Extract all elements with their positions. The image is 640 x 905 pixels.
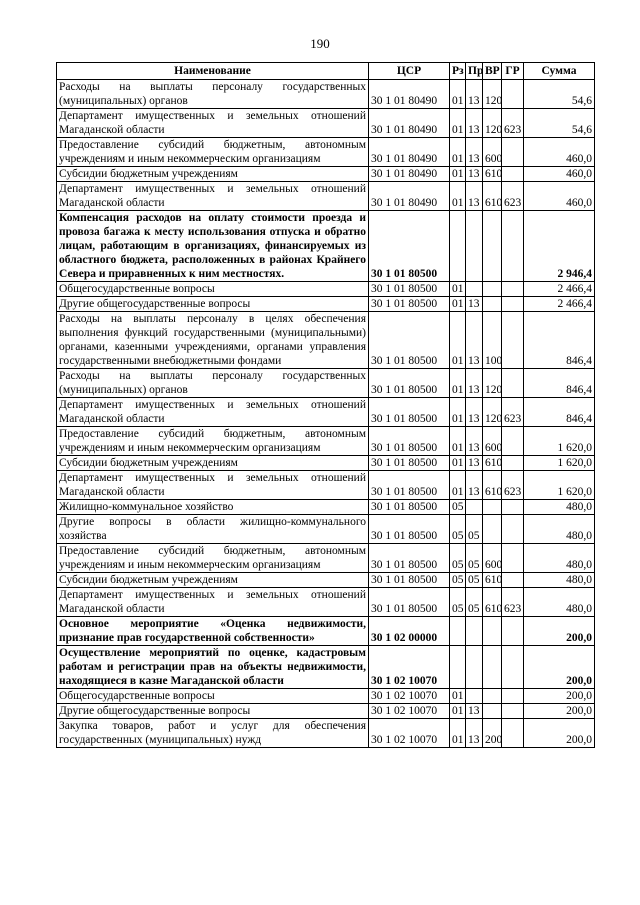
cell-pr: 05 bbox=[466, 573, 483, 588]
cell-vr: 600 bbox=[483, 427, 502, 456]
cell-name: Расходы на выплаты персоналу государственных (муниципальных) органов bbox=[57, 80, 369, 109]
cell-name: Департамент имущественных и земельных отношений Магаданской области bbox=[57, 109, 369, 138]
cell-sum: 200,0 bbox=[524, 704, 595, 719]
cell-csr: 30 1 02 10070 bbox=[369, 719, 450, 748]
table-row bbox=[57, 427, 595, 456]
cell-gr: 623 bbox=[502, 471, 524, 500]
cell-sum: 480,0 bbox=[524, 544, 595, 573]
cell-name: Другие вопросы в области жилищно-коммунального хозяйства bbox=[57, 515, 369, 544]
cell-vr bbox=[483, 297, 502, 312]
cell-pr: 13 bbox=[466, 80, 483, 109]
table-row bbox=[57, 282, 595, 297]
cell-csr: 30 1 01 80500 bbox=[369, 456, 450, 471]
table-row bbox=[57, 515, 595, 544]
cell-csr: 30 1 01 80500 bbox=[369, 312, 450, 369]
cell-sum: 2 946,4 bbox=[524, 211, 595, 282]
cell-rz bbox=[450, 646, 466, 689]
table-row bbox=[57, 689, 595, 704]
cell-pr: 13 bbox=[466, 369, 483, 398]
cell-pr: 13 bbox=[466, 704, 483, 719]
cell-name: Департамент имущественных и земельных отношений Магаданской области bbox=[57, 588, 369, 617]
cell-gr bbox=[502, 544, 524, 573]
cell-sum: 480,0 bbox=[524, 500, 595, 515]
table-row bbox=[57, 588, 595, 617]
cell-gr bbox=[502, 719, 524, 748]
table-row bbox=[57, 456, 595, 471]
cell-csr: 30 1 01 80490 bbox=[369, 182, 450, 211]
cell-rz: 01 bbox=[450, 471, 466, 500]
cell-rz: 01 bbox=[450, 167, 466, 182]
cell-rz bbox=[450, 617, 466, 646]
table-row bbox=[57, 544, 595, 573]
table-row bbox=[57, 80, 595, 109]
cell-csr: 30 1 01 80490 bbox=[369, 80, 450, 109]
cell-sum: 846,4 bbox=[524, 398, 595, 427]
cell-vr bbox=[483, 689, 502, 704]
cell-gr bbox=[502, 312, 524, 369]
header-rz: Рз bbox=[450, 63, 466, 80]
cell-name: Закупка товаров, работ и услуг для обеспечения государственных (муниципальных) нужд bbox=[57, 719, 369, 748]
cell-pr: 13 bbox=[466, 297, 483, 312]
cell-rz: 05 bbox=[450, 500, 466, 515]
cell-rz: 05 bbox=[450, 544, 466, 573]
table-body bbox=[57, 80, 595, 748]
cell-sum: 200,0 bbox=[524, 617, 595, 646]
cell-csr: 30 1 01 80500 bbox=[369, 515, 450, 544]
cell-vr: 600 bbox=[483, 138, 502, 167]
cell-gr bbox=[502, 427, 524, 456]
cell-rz: 05 bbox=[450, 515, 466, 544]
cell-csr: 30 1 01 80500 bbox=[369, 398, 450, 427]
cell-pr: 13 bbox=[466, 312, 483, 369]
header-sum: Сумма bbox=[524, 63, 595, 80]
cell-name: Предоставление субсидий бюджетным, автономным учреждениям и иным некоммерческим организациям bbox=[57, 138, 369, 167]
cell-rz: 01 bbox=[450, 689, 466, 704]
table-row bbox=[57, 138, 595, 167]
cell-vr bbox=[483, 617, 502, 646]
cell-sum: 200,0 bbox=[524, 719, 595, 748]
cell-name: Субсидии бюджетным учреждениям bbox=[57, 456, 369, 471]
header-vr: ВР bbox=[483, 63, 502, 80]
cell-sum: 846,4 bbox=[524, 369, 595, 398]
cell-pr: 13 bbox=[466, 109, 483, 138]
cell-pr: 13 bbox=[466, 138, 483, 167]
cell-name: Субсидии бюджетным учреждениям bbox=[57, 167, 369, 182]
cell-name: Расходы на выплаты персоналу в целях обеспечения выполнения функций государственными (муниципальными) органами, казенными учреждениями, органами управления государственными внебюджетными фондами bbox=[57, 312, 369, 369]
cell-gr bbox=[502, 80, 524, 109]
cell-csr: 30 1 01 80490 bbox=[369, 167, 450, 182]
cell-gr bbox=[502, 573, 524, 588]
cell-gr: 623 bbox=[502, 182, 524, 211]
cell-vr: 600 bbox=[483, 544, 502, 573]
cell-rz: 01 bbox=[450, 704, 466, 719]
cell-pr: 13 bbox=[466, 456, 483, 471]
cell-csr: 30 1 01 80500 bbox=[369, 471, 450, 500]
cell-csr: 30 1 01 80490 bbox=[369, 138, 450, 167]
table-row bbox=[57, 704, 595, 719]
cell-name: Общегосударственные вопросы bbox=[57, 282, 369, 297]
cell-csr: 30 1 01 80500 bbox=[369, 500, 450, 515]
cell-gr bbox=[502, 617, 524, 646]
cell-pr bbox=[466, 689, 483, 704]
cell-name: Департамент имущественных и земельных отношений Магаданской области bbox=[57, 398, 369, 427]
cell-gr bbox=[502, 689, 524, 704]
cell-gr bbox=[502, 646, 524, 689]
cell-vr: 610 bbox=[483, 167, 502, 182]
cell-csr: 30 1 01 80500 bbox=[369, 282, 450, 297]
cell-name: Основное мероприятие «Оценка недвижимости, признание прав государственной собственности» bbox=[57, 617, 369, 646]
cell-csr: 30 1 01 80500 bbox=[369, 588, 450, 617]
table-row bbox=[57, 211, 595, 282]
header-csr: ЦСР bbox=[369, 63, 450, 80]
cell-rz: 05 bbox=[450, 573, 466, 588]
cell-name: Общегосударственные вопросы bbox=[57, 689, 369, 704]
cell-vr: 610 bbox=[483, 456, 502, 471]
cell-sum: 480,0 bbox=[524, 573, 595, 588]
page-number: 190 bbox=[310, 36, 330, 51]
header-gr: ГР bbox=[502, 63, 524, 80]
cell-rz: 01 bbox=[450, 80, 466, 109]
cell-rz: 01 bbox=[450, 427, 466, 456]
cell-rz: 01 bbox=[450, 369, 466, 398]
cell-pr: 05 bbox=[466, 515, 483, 544]
cell-csr: 30 1 01 80500 bbox=[369, 297, 450, 312]
cell-name: Расходы на выплаты персоналу государственных (муниципальных) органов bbox=[57, 369, 369, 398]
cell-gr bbox=[502, 297, 524, 312]
cell-csr: 30 1 01 80500 bbox=[369, 427, 450, 456]
cell-gr bbox=[502, 282, 524, 297]
cell-csr: 30 1 01 80500 bbox=[369, 544, 450, 573]
cell-pr bbox=[466, 211, 483, 282]
cell-gr bbox=[502, 211, 524, 282]
cell-vr: 610 bbox=[483, 573, 502, 588]
cell-sum: 54,6 bbox=[524, 80, 595, 109]
cell-name: Предоставление субсидий бюджетным, автономным учреждениям и иным некоммерческим организациям bbox=[57, 544, 369, 573]
cell-pr bbox=[466, 617, 483, 646]
cell-sum: 480,0 bbox=[524, 588, 595, 617]
cell-vr: 610 bbox=[483, 471, 502, 500]
cell-sum: 2 466,4 bbox=[524, 282, 595, 297]
cell-gr bbox=[502, 515, 524, 544]
cell-rz: 01 bbox=[450, 456, 466, 471]
cell-vr: 610 bbox=[483, 182, 502, 211]
cell-name: Другие общегосударственные вопросы bbox=[57, 704, 369, 719]
cell-csr: 30 1 02 10070 bbox=[369, 704, 450, 719]
table-row bbox=[57, 182, 595, 211]
cell-pr: 13 bbox=[466, 398, 483, 427]
cell-gr bbox=[502, 456, 524, 471]
cell-vr: 120 bbox=[483, 80, 502, 109]
cell-csr: 30 1 01 80500 bbox=[369, 211, 450, 282]
cell-sum: 460,0 bbox=[524, 182, 595, 211]
cell-csr: 30 1 01 80490 bbox=[369, 109, 450, 138]
cell-rz: 01 bbox=[450, 282, 466, 297]
cell-vr: 120 bbox=[483, 398, 502, 427]
cell-name: Предоставление субсидий бюджетным, автономным учреждениям и иным некоммерческим организациям bbox=[57, 427, 369, 456]
cell-name: Другие общегосударственные вопросы bbox=[57, 297, 369, 312]
cell-sum: 460,0 bbox=[524, 138, 595, 167]
cell-gr: 623 bbox=[502, 588, 524, 617]
cell-csr: 30 1 02 10070 bbox=[369, 689, 450, 704]
cell-vr: 100 bbox=[483, 312, 502, 369]
cell-vr bbox=[483, 282, 502, 297]
cell-sum: 1 620,0 bbox=[524, 456, 595, 471]
cell-sum: 460,0 bbox=[524, 167, 595, 182]
cell-pr: 13 bbox=[466, 167, 483, 182]
cell-csr: 30 1 01 80500 bbox=[369, 573, 450, 588]
table-header-row bbox=[57, 63, 595, 80]
cell-rz bbox=[450, 211, 466, 282]
cell-vr: 200 bbox=[483, 719, 502, 748]
cell-name: Компенсация расходов на оплату стоимости проезда и провоза багажа к месту использования отпуска и обратно лицам, работающим в организациях, финансируемых из областного бюджета, расположенных в районах Крайнего Севера и приравненных к ним местностях. bbox=[57, 211, 369, 282]
table-row bbox=[57, 369, 595, 398]
cell-vr: 610 bbox=[483, 588, 502, 617]
table-row bbox=[57, 312, 595, 369]
cell-gr bbox=[502, 167, 524, 182]
cell-rz: 01 bbox=[450, 398, 466, 427]
cell-vr: 120 bbox=[483, 369, 502, 398]
cell-name: Департамент имущественных и земельных отношений Магаданской области bbox=[57, 471, 369, 500]
cell-sum: 1 620,0 bbox=[524, 427, 595, 456]
cell-gr bbox=[502, 500, 524, 515]
cell-csr: 30 1 01 80500 bbox=[369, 369, 450, 398]
table-row bbox=[57, 398, 595, 427]
table-row bbox=[57, 167, 595, 182]
table-row bbox=[57, 109, 595, 138]
cell-sum: 2 466,4 bbox=[524, 297, 595, 312]
cell-sum: 846,4 bbox=[524, 312, 595, 369]
cell-vr bbox=[483, 515, 502, 544]
table-row bbox=[57, 471, 595, 500]
cell-name: Субсидии бюджетным учреждениям bbox=[57, 573, 369, 588]
table-row bbox=[57, 617, 595, 646]
table-row bbox=[57, 646, 595, 689]
cell-gr bbox=[502, 138, 524, 167]
cell-sum: 200,0 bbox=[524, 689, 595, 704]
cell-rz: 01 bbox=[450, 312, 466, 369]
cell-vr bbox=[483, 704, 502, 719]
table-row bbox=[57, 573, 595, 588]
cell-csr: 30 1 02 00000 bbox=[369, 617, 450, 646]
cell-name: Осуществление мероприятий по оценке, кадастровым работам и регистрации прав на объекты недвижимости, находящиеся в казне Магаданской области bbox=[57, 646, 369, 689]
cell-rz: 05 bbox=[450, 588, 466, 617]
header-pr: Пр bbox=[466, 63, 483, 80]
cell-vr: 120 bbox=[483, 109, 502, 138]
cell-gr bbox=[502, 369, 524, 398]
cell-rz: 01 bbox=[450, 182, 466, 211]
cell-gr: 623 bbox=[502, 398, 524, 427]
cell-pr: 13 bbox=[466, 427, 483, 456]
table-row bbox=[57, 719, 595, 748]
cell-pr: 05 bbox=[466, 544, 483, 573]
cell-rz: 01 bbox=[450, 719, 466, 748]
budget-table bbox=[56, 62, 595, 748]
cell-pr: 13 bbox=[466, 182, 483, 211]
cell-sum: 1 620,0 bbox=[524, 471, 595, 500]
cell-sum: 480,0 bbox=[524, 515, 595, 544]
cell-rz: 01 bbox=[450, 109, 466, 138]
cell-name: Департамент имущественных и земельных отношений Магаданской области bbox=[57, 182, 369, 211]
cell-rz: 01 bbox=[450, 297, 466, 312]
table-row bbox=[57, 297, 595, 312]
cell-pr: 13 bbox=[466, 471, 483, 500]
cell-rz: 01 bbox=[450, 138, 466, 167]
cell-csr: 30 1 02 10070 bbox=[369, 646, 450, 689]
cell-pr bbox=[466, 646, 483, 689]
cell-name: Жилищно-коммунальное хозяйство bbox=[57, 500, 369, 515]
cell-sum: 200,0 bbox=[524, 646, 595, 689]
cell-sum: 54,6 bbox=[524, 109, 595, 138]
cell-gr bbox=[502, 704, 524, 719]
cell-gr: 623 bbox=[502, 109, 524, 138]
cell-pr bbox=[466, 500, 483, 515]
cell-vr bbox=[483, 211, 502, 282]
cell-vr bbox=[483, 646, 502, 689]
cell-pr: 05 bbox=[466, 588, 483, 617]
table-row bbox=[57, 500, 595, 515]
cell-vr bbox=[483, 500, 502, 515]
header-name: Наименование bbox=[57, 63, 369, 80]
cell-pr bbox=[466, 282, 483, 297]
cell-pr: 13 bbox=[466, 719, 483, 748]
